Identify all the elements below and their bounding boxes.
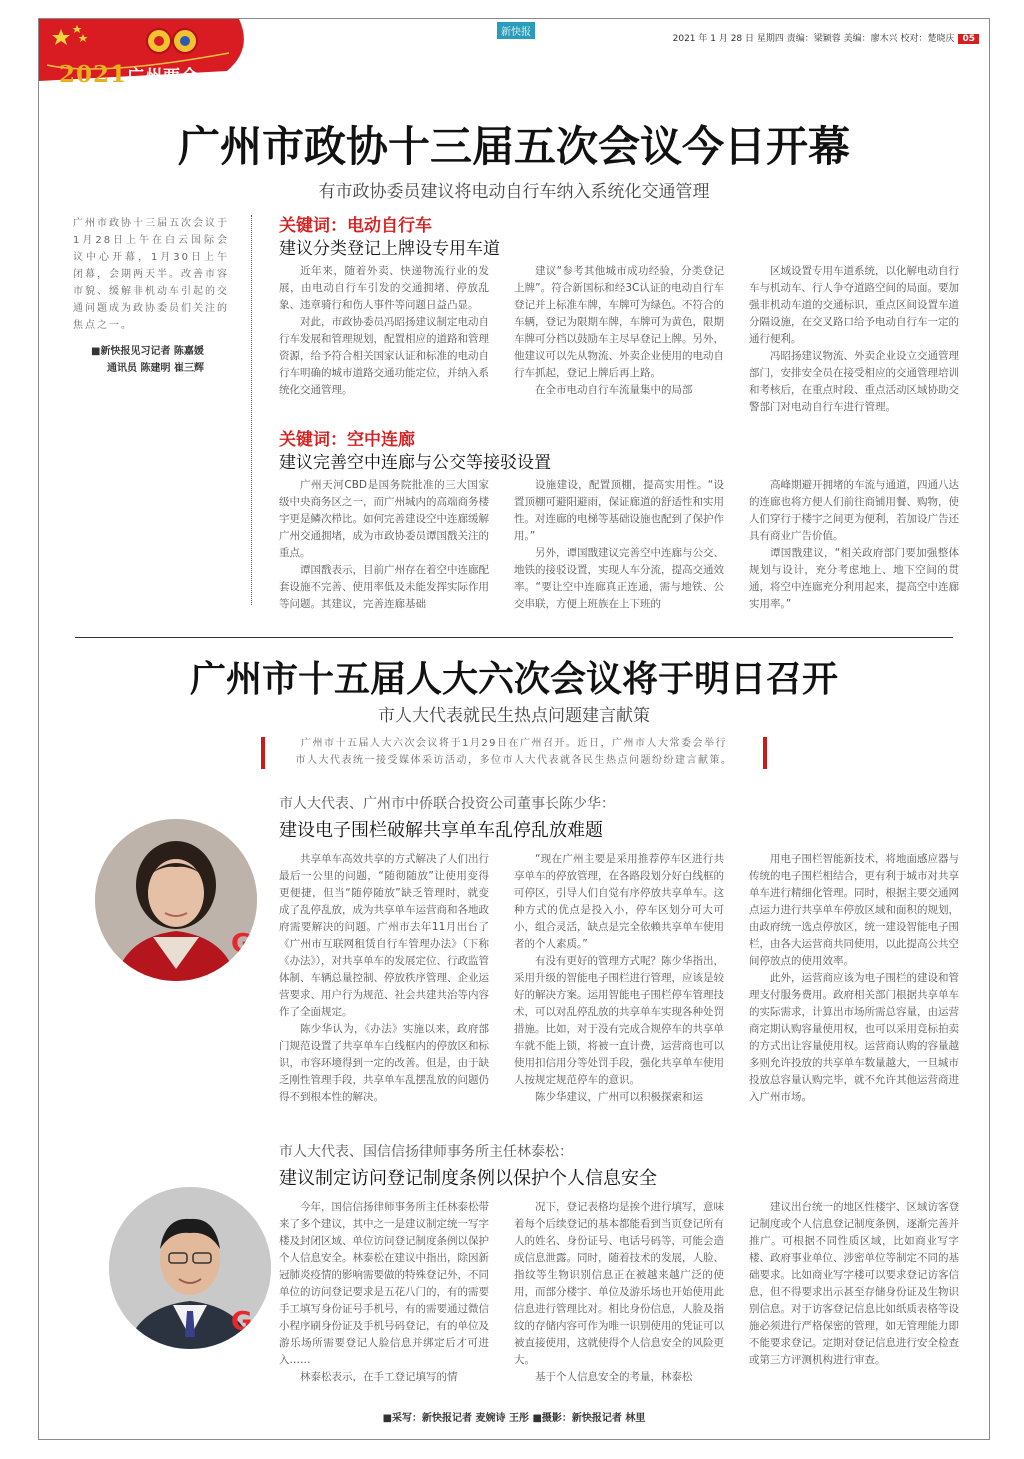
paper-tag: 新快报: [497, 22, 535, 39]
rep1-col2: [514, 851, 724, 1106]
logo-letter: G: [231, 929, 253, 959]
sec2-col2: [514, 477, 724, 613]
sec2-col1: [279, 477, 489, 613]
heading-electric-bike: 建议分类登记上牌设专用车道: [279, 239, 500, 259]
sec1-col3: [749, 263, 959, 416]
keyword-sky-corridor: 关键词：空中连廊: [279, 430, 415, 450]
dateline: [673, 31, 979, 44]
rep1-name-line: 市人大代表、广州市中侨联合投资公司董事长陈少华：: [279, 796, 615, 812]
logo-letter: G: [231, 1307, 253, 1337]
sec1-col1: [279, 263, 489, 399]
footer-credits: ■采写：新快报记者 麦婉诗 王彤 ■摄影：新快报记者 林里: [382, 1413, 646, 1424]
heading-sky-corridor: 建议完善空中连廊与公交等接驳设置: [279, 453, 551, 473]
rep2-col1: [279, 1199, 489, 1386]
article2-title: 广州市十五届人大六次会议将于明日召开: [189, 658, 838, 700]
paragraph: 有没有更好的管理方式呢？陈少华指出，采用升级的智能电子围栏进行管理，应该是较好的解决方案。运用智能电子围栏停车管理技术，可以对乱停乱放的共享单车实现各种处罚措施。比如，对于没有完成合规停车的共享单车就不能上锁，将被一直计费，运营商也可以使用扣信用分等处罚手段，强化共享单车使用人按规定规范停车的意识。: [514, 955, 724, 1086]
paragraph: 况下，登记表格均是挨个进行填写，意味着每个后续登记的基本都能看到当页登记所有人的姓名、身份证号、电话号码等，可能会造成信息泄露。同时，随着技术的发展，人脸、指纹等生物识别信息正在被越来越广泛的使用，而部分楼宇、单位及游乐场也开始使用此信息进行管理比对。相比身份信息，人脸及指纹的存储内容可作为唯一识别使用的凭证可以被直接使用，这就使得个人信息安全的风险更大。: [514, 1201, 724, 1366]
paragraph: 对此，市政协委员冯昭扬建议制定电动自行车发展和管理规划，配置相应的道路和管理资源，给予符合相关国家认证和标准的电动自行车明确的城市道路交通功能定位，并纳入系统化交通管理。: [279, 316, 489, 396]
paragraph: 区域设置专用车道系统，以化解电动自行车与机动车、行人争夺道路空间的局面。要加强非机动车道的交通标识，重点区间设置车道分隔设施，在交叉路口给予电动自行车一定的通行便利。: [749, 265, 959, 345]
rep1-photo: [95, 819, 257, 981]
banner-section: 广州两会: [127, 67, 200, 87]
paragraph: 陈少华认为，《办法》实施以来，政府部门规范设置了共享单车白线框内的停放区和标识，市容环境得到一定的改善。但是，由于缺乏刚性管理手段，共享单车乱摆乱放的问题仍得不到根本性的解决。: [279, 1023, 489, 1103]
dateline-text: 2021 年 1 月 28 日 星期四 责编：梁颖蓉 美编：廖木兴 校对：楚晓庆: [672, 34, 955, 44]
paragraph: 谭国戬建议，“相关政府部门要加强整体规划与设计，充分考虑地上、地下空间的贯通，将空中连廊充分利用起来，提高空中连廊实用率。”: [749, 547, 959, 610]
rep1-col3: [749, 851, 959, 1106]
rep2-name-line: 市人大代表、国信信扬律师事务所主任林泰松：: [279, 1144, 573, 1160]
credit-line-2: 通讯员 陈建明 崔三辉: [107, 363, 204, 374]
paragraph: 用电子围栏智能新技术，将地面感应器与传统的电子围栏相结合，更有利于城市对共享单车进行精细化管理。同时，根据主要交通网点运力进行共享单车停放区域和面积的规划，由政府统一选点停放区，统一建设智能电子围栏，由各大运营商共同使用，以此提高公共空间停放点的使用效率。: [749, 853, 959, 967]
paragraph: 共享单车高效共享的方式解决了人们出行最后一公里的问题，“随彻随放”让使用变得更便捷，但当“随停随放”缺乏管理时，就变成了乱停乱放，成为共享单车运营商和各地政府需要解决的问题。广州市去年11月出台了《广州市互联网租赁自行车管理办法》（下称《办法》），对共享单车的发展定位、行政监管体制、车辆总量控制、停放秩序管理、企业运营要求、用户行为规范、社会共建共治等内容作了全面规定。: [279, 853, 489, 1018]
lead-bar-right: [763, 737, 767, 769]
article2-subtitle: 市人大代表就民生热点问题建言献策: [378, 706, 650, 726]
paragraph: 在全市电动自行车流量集中的局部: [535, 384, 693, 396]
paragraph: 高峰期避开拥堵的车流与通道，四通八达的连廊也将方便人们前往商铺用餐、购物，使人们穿行于楼宇之间更为便利，若加设广告还具有商业广告价值。: [749, 479, 959, 542]
paragraph: 陈少华建议，广州可以积极探索和运: [535, 1091, 703, 1103]
paragraph: 今年，国信信扬律师事务所主任林泰松带来了多个建议，其中之一是建议制定统一写字楼及封闭区域、单位访问登记制度条例以保护个人信息安全。林泰松在建议中指出，除因新冠肺炎疫情的影响需要做的特殊登记外，不同单位的访问登记要求是五花八门的，有的需要手工填写身份证号手机号，有的需要通过微信小程序刷身份证及手机号码登记，有的单位及游乐场所需要登记人脸信息并绑定后才可进入……: [279, 1201, 489, 1366]
section-divider: [75, 637, 953, 638]
article1-intro: 广州市政协十三届五次会议于1月28日上午在白云国际会议中心开幕，1月30日上午闭幕，会期两天半。改善市容市貌、缓解非机动车引起的交通问题成为政协委员们关注的焦点之一。: [73, 218, 229, 331]
sec1-col2: [514, 263, 724, 399]
lead-line-2: 市人大代表统一接受媒体采访活动，多位市人大代表就各民生热点问题纷纷建言献策。: [295, 755, 733, 766]
rep2-col2: [514, 1199, 724, 1386]
column-divider: [251, 215, 252, 605]
paragraph: 另外，谭国戬建议完善空中连廊与公交、地铁的接驳设置，实现人车分流，提高交通效率。“要让空中连廊真正连通，需与地铁、公交串联，方便上班族在上下班的: [514, 547, 724, 610]
newspaper-page: [38, 18, 990, 1440]
paragraph: 林泰松表示，在手工登记填写的情: [300, 1371, 458, 1383]
article1-credit: [91, 343, 251, 377]
paragraph: 设施建设，配置顶棚，提高实用性。“设置顶棚可避阳避雨，保证廊道的舒适性和实用性。对连廊的电梯等基础设施也配到了保护作用。”: [514, 479, 724, 542]
rep1-title: 建设电子围栏破解共享单车乱停乱放难题: [279, 820, 603, 841]
paragraph: 冯昭扬建议物流、外卖企业设立交通管理部门，安排安全员在接受相应的交通管理培训和考核后，在重点时段、重点活动区域协助交警部门对电动自行车进行管理。: [749, 350, 959, 413]
rep2-col3: [749, 1199, 959, 1369]
credit-line-1: ■新快报见习记者 陈嘉媛: [91, 346, 204, 357]
paragraph: “现在广州主要是采用推荐停车区进行共享单车的停放管理，在各路段划分好白线框的可停区，引导人们自觉有序停放共享单车。这种方式的优点是投入小，停车区划分可大可小，组合灵活，缺点是完全依赖共享单车使用者的个人素质。”: [514, 853, 724, 950]
article2-lead: [271, 735, 757, 769]
rep2-title: 建议制定访问登记制度条例以保护个人信息安全: [279, 1168, 657, 1189]
banner-year: 2021: [59, 61, 128, 88]
paragraph: 近年来，随着外卖、快递物流行业的发展，由电动自行车引发的交通拥堵、停放乱象、违章骑行和伤人事件等问题日益凸显。: [279, 265, 489, 311]
sec2-col3: [749, 477, 959, 613]
banner-title: [59, 61, 199, 88]
article1-title: 广州市政协十三届五次会议今日开幕: [177, 122, 850, 171]
paragraph: 此外，运营商应该为电子围栏的建设和管理支付服务费用。政府相关部门根据共享单车的实际需求，计算出市场所需总容量，由运营商定期认购容量使用权，也可以采用竞标拍卖的方式出让容量使用权。运营商认购的容量越多则允许投放的共享单车数量越大，一旦城市投放总容量认购完毕，就不允许其他运营商进入广州市场。: [749, 972, 959, 1103]
page-number: 05: [958, 34, 979, 44]
paragraph: 基于个人信息安全的考量，林泰松: [535, 1371, 693, 1383]
rep2-photo: [109, 1187, 271, 1349]
lead-line-1: 广州市十五届人大六次会议将于1月29日在广州召开。近日，广州市人大常委会举行: [300, 738, 728, 749]
rep1-col1: [279, 851, 489, 1106]
paragraph: 谭国戬表示，目前广州存在着空中连廊配套设施不完善、使用率低及未能发挥实际作用等问题。其建议，完善连廊基础: [279, 564, 489, 610]
lead-bar-left: [261, 737, 265, 769]
paragraph: 建议出台统一的地区性楼宇、区域访客登记制度或个人信息登记制度条例，逐渐完善并推广。可根据不同性质区域，比如商业写字楼、政府事业单位、涉密单位等制定不同的基础要求。比如商业写字楼可以要求登记访客信息，但不得要求出示甚至存储身份证及生物识别信息。对于访客登记信息比如纸质表格等设施必须进行严格保密的管理，如无管理能力即不能要求登记。定期对登记信息进行安全检查或第三方评测机构进行审查。: [749, 1201, 959, 1366]
paragraph: 广州天河CBD是国务院批准的三大国家级中央商务区之一，而广州城内的高端商务楼宇更是鳞次栉比。如何完善建设空中连廊缓解广州交通拥堵，成为市政协委员谭国戬关注的重点。: [279, 479, 489, 559]
article1-subtitle: 有市政协委员建议将电动自行车纳入系统化交通管理: [318, 182, 710, 202]
keyword-electric-bike: 关键词：电动自行车: [279, 216, 432, 236]
paragraph: 建议“参考其他城市成功经验，分类登记上牌”。符合新国标和经3C认证的电动自行车登记并上标准车牌，车牌可为绿色。不符合的车辆，登记为限期车牌，车牌可为黄色，限期车牌可分档以鼓励车主尽早登记上牌。另外，他建议可以先从物流、外卖企业使用的电动自行车抓起，登记上牌后再上路。: [514, 265, 724, 379]
